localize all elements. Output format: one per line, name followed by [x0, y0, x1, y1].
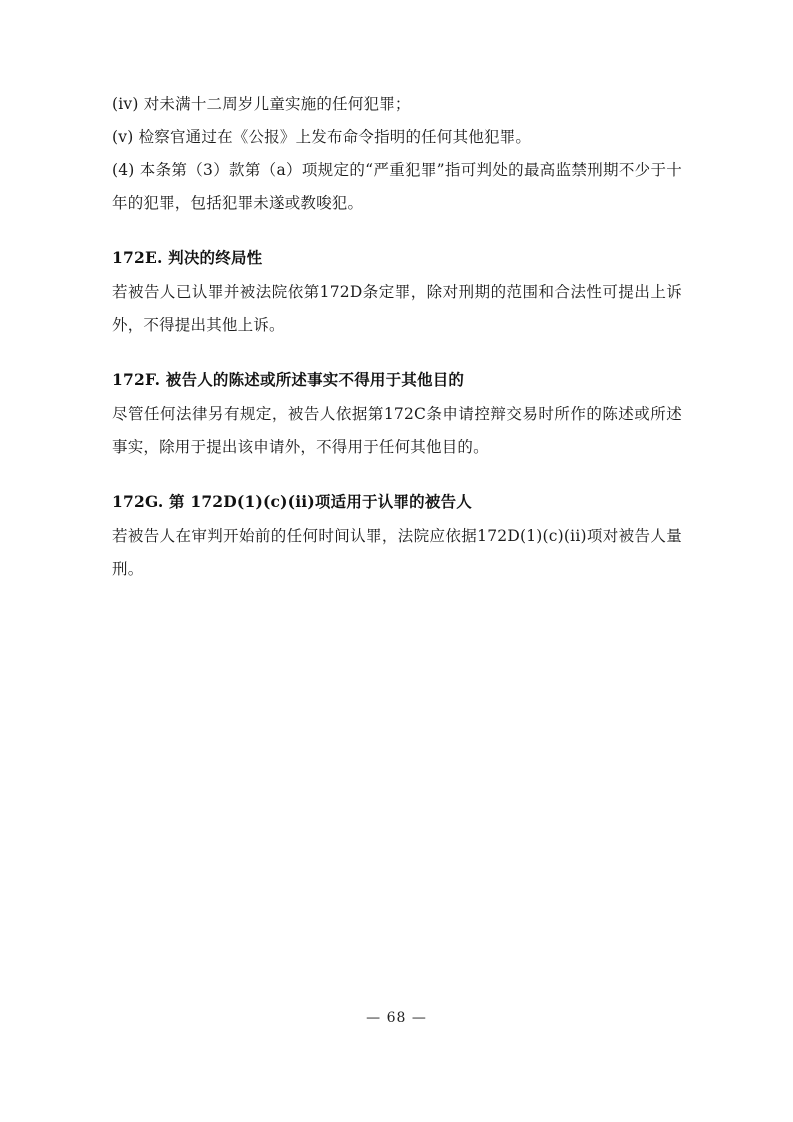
section-heading-172e: 172E. 判决的终局性 [112, 248, 263, 267]
list-item: (v) 检察官通过在《公报》上发布命令指明的任何其他犯罪。 [112, 128, 532, 146]
page-content [112, 88, 682, 586]
paragraph: 尽管任何法律另有规定，被告人依据第172C条申请控辩交易时所作的陈述或所述事实，除用于提出该申请外，不得用于任何其他目的。 [112, 405, 682, 456]
paragraph: 若被告人在审判开始前的任何时间认罪，法院应依据172D(1)(c)(ii)项对被告人量刑。 [112, 527, 682, 578]
section-heading-172g: 172G. 第 172D(1)(c)(ii)项适用于认罪的被告人 [112, 492, 472, 511]
page-number: — 68 — [366, 1010, 427, 1026]
section-heading-172f: 172F. 被告人的陈述或所述事实不得用于其他目的 [112, 370, 465, 389]
list-item: (iv) 对未满十二周岁儿童实施的任何犯罪； [112, 95, 411, 113]
paragraph: (4) 本条第（3）款第（a）项规定的“严重犯罪”指可判处的最高监禁刑期不少于十年的犯罪，包括犯罪未遂或教唆犯。 [112, 161, 682, 212]
paragraph: 若被告人已认罪并被法院依第172D条定罪，除对刑期的范围和合法性可提出上诉外，不得提出其他上诉。 [112, 283, 682, 334]
